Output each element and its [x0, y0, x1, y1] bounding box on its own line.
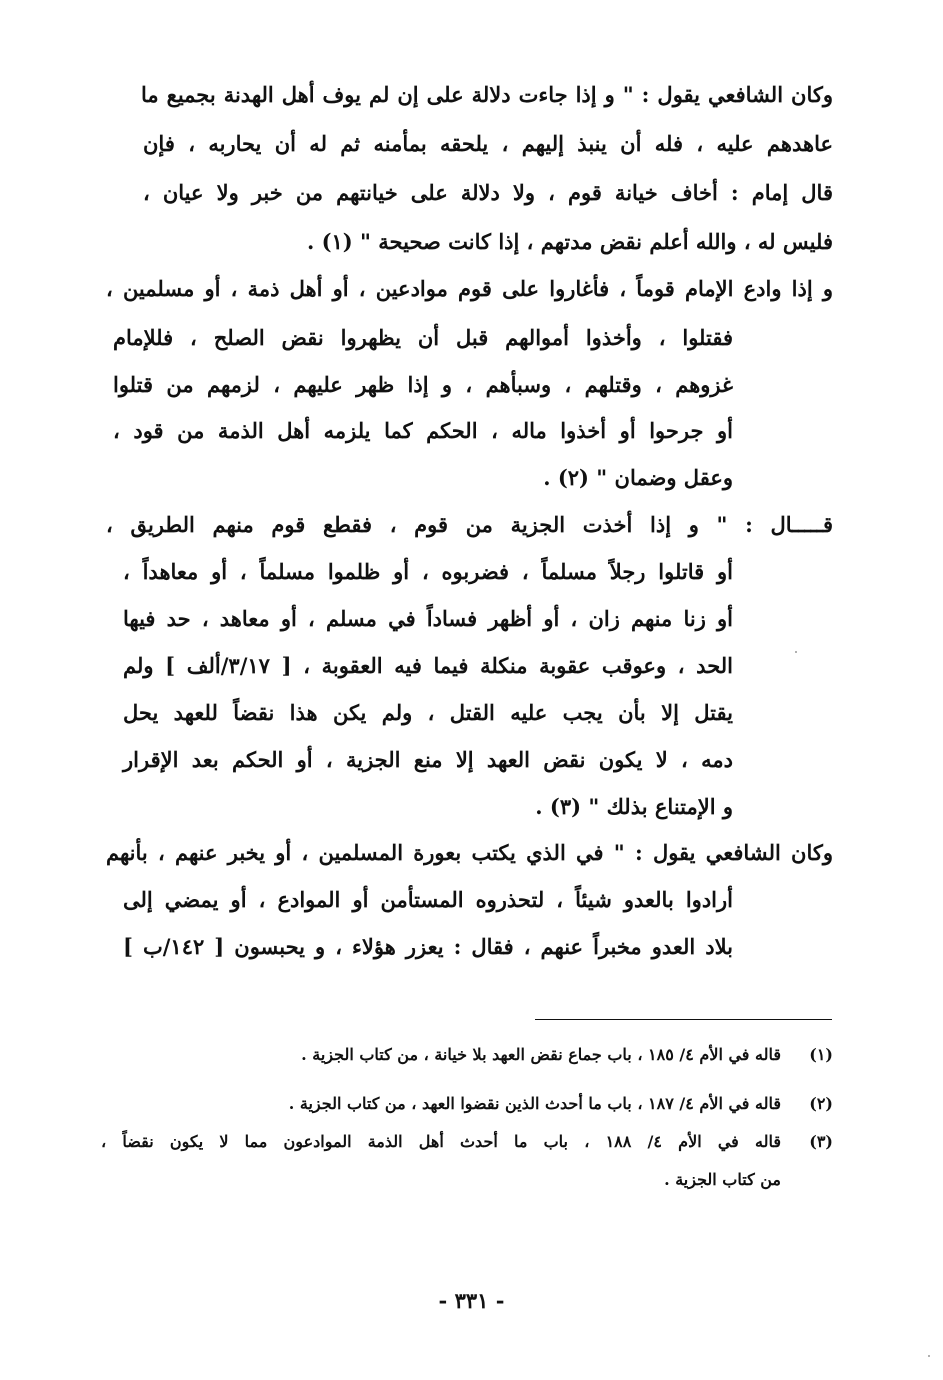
footnote-text: قاله في الأم ٤/ ١٨٧ ، باب ما أحدث الذين نقضوا العهد ، من كتاب الجزية . [288, 1094, 781, 1113]
footnote-number: (١) [809, 1045, 833, 1064]
text-line: وعقل وضمان " (٢) . [543, 465, 733, 490]
text-line: أو جرحوا أو أخذوا ماله ، الحكم كما يلزمه أهل الذمة من قود ، [113, 418, 733, 443]
text-line: و إذا وادع الإمام قوماً ، فأغاروا على قوم موادعين ، أو أهل ذمة ، أو مسلمين ، [106, 276, 833, 301]
scan-speck [795, 651, 797, 653]
text-line: قـــــال : " و إذا أخذت الجزية من قوم ، فقطع قوم منهم الطريق ، [106, 512, 833, 537]
page-number: - ٣٣١ - [438, 1288, 505, 1313]
text-line: فقتلوا ، وأخذوا أموالهم قبل أن يظهروا نقض الصلح ، فللإمام [113, 325, 733, 350]
text-line: و الإمتناع بذلك " (٣) . [535, 794, 733, 819]
text-line: أو زنا منهم زان ، أو أظهر فساداً في مسلم ، أو معاهد ، حد فيها [123, 606, 734, 631]
text-line: دمه ، لا يكون نقض العهد إلا منع الجزية ، أو الحكم بعد الإقرار [123, 747, 733, 772]
footnote-text: قاله في الأم ٤/ ١٨٨ ، باب ما أحدث أهل الذمة الموادعون مما لا يكون نقضاً ، [101, 1132, 782, 1151]
text-line: بلاد العدو مخبراً عنهم ، فقال : يعزر هؤلاء ، و يحبسون [ ١٤٢/ب ] [123, 934, 734, 959]
text-line: أو قاتلوا رجلاً مسلماً ، فضربوه ، أو ظلموا مسلماً ، أو معاهداً ، [123, 559, 733, 584]
footnote-text: من كتاب الجزية . [664, 1170, 781, 1189]
text-line: يقتل إلا بأن يجب عليه القتل ، ولم يكن هذا نقضاً للعهد يحل [123, 700, 733, 725]
text-line: الحد ، وعوقب عقوبة منكلة فيما فيه العقوبة ، [ ٣/١٧/ألف ] ولم [123, 653, 733, 678]
footnote-number: (٣) [809, 1132, 833, 1151]
text-line: فليس له ، والله أعلم نقض مدتهم ، إذا كانت صحيحة " (١) . [306, 229, 833, 254]
text-line: قال إمام : أخاف خيانة قوم ، ولا دلالة على خيانتهم من خبر ولا عيان ، [143, 180, 833, 205]
text-line: أرادوا بالعدو شيئاً ، لتحذروه المستأمن أو الموادع ، أو يمضي إلى [123, 887, 733, 912]
footnote-number: (٢) [809, 1094, 833, 1113]
text-line: عاهدهم عليه ، فله أن ينبذ إليهم ، يلحقه بمأمنه ثم له أن يحاربه ، فإن [143, 131, 833, 156]
footnote-text: قاله في الأم ٤/ ١٨٥ ، باب جماع نقض العهد بلا خيانة ، من كتاب الجزية . [301, 1045, 781, 1064]
text-line: وكان الشافعي يقول : " في الذي يكتب بعورة المسلمين ، أو يخبر عنهم ، بأنهم [106, 840, 833, 865]
footnote-separator [535, 1019, 832, 1020]
text-line: غزوهم ، وقتلهم ، وسبأهم ، و إذا ظهر عليهم ، لزمهم من قتلوا [113, 372, 733, 397]
scan-speck [928, 1355, 930, 1357]
text-line: وكان الشافعي يقول : " و إذا جاءت دلالة على إن لم يوف أهل الهدنة بجميع ما [141, 82, 833, 107]
